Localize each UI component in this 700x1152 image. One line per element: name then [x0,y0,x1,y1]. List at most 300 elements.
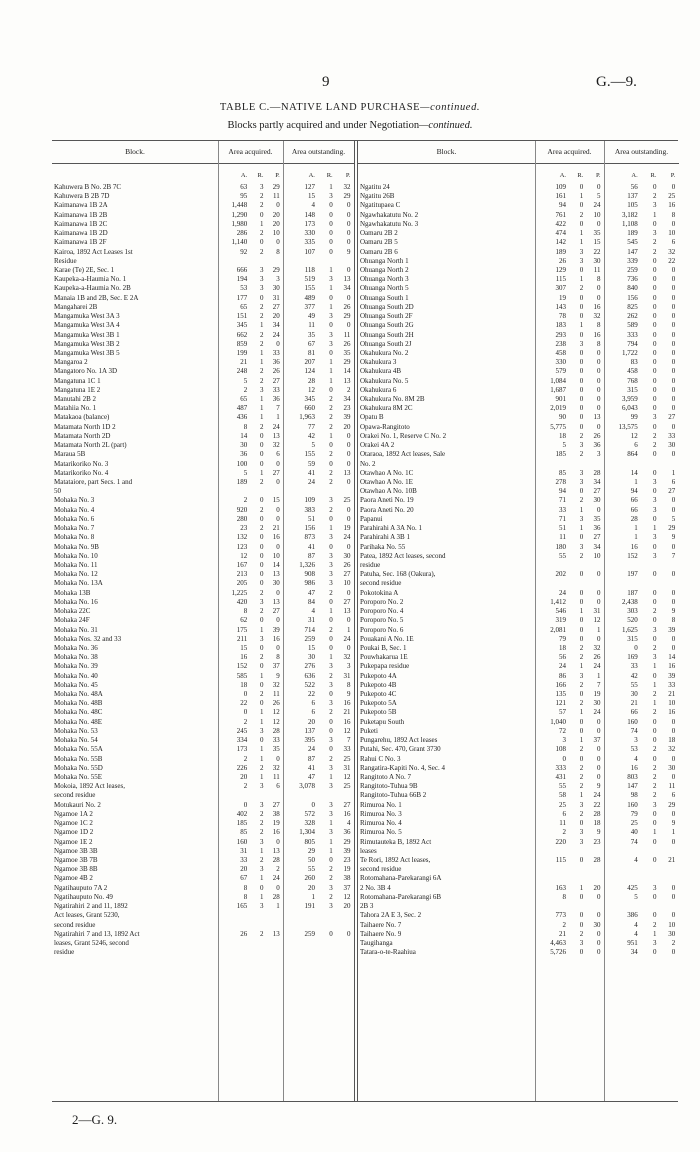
block-name-cell: 2 No. 3B 4 [360,883,391,892]
area-outstanding-cell: 27 [668,487,676,496]
area-acquired-cell: 2 [260,690,264,699]
area-acquired-cell: 90 [559,413,567,422]
table-row [358,432,679,441]
area-outstanding-cell: 39 [343,413,351,422]
area-acquired-cell: 0 [276,478,280,486]
area-outstanding-cell: 0 [671,376,676,385]
table-row [52,653,354,662]
area-outstanding-cell: 36 [343,828,351,837]
area-acquired-cell: 31 [240,846,248,855]
block-name-cell: Rimuroa No. 4 [360,819,402,828]
area-outstanding-cell: 28 [307,376,315,385]
area-outstanding-cell: 79 [630,809,638,818]
area-outstanding-cell: 13 [343,468,351,477]
block-name-cell: Pukepoto 4B [360,680,397,689]
area-acquired-cell: 0 [243,800,248,809]
area-outstanding-cell: 173 [304,219,315,228]
area-acquired-cell: 0 [579,348,584,357]
area-outstanding-cell: 303 [627,607,638,616]
block-name-cell: leases, Grant 5246, second [54,938,129,947]
block-name-cell: Oamaru 2B 5 [360,238,398,247]
area-outstanding-cell: 83 [630,358,638,367]
area-outstanding-cell: 0 [671,717,676,726]
area-outstanding-cell: 3 [653,551,657,560]
table-row [358,248,679,257]
area-acquired-cell: 205 [236,579,248,588]
block-name-cell: Rimutauteka B, 1892 Act [360,837,432,846]
block-name-cell: Matataiore, part Secs. 1 and [54,478,133,486]
block-name-cell: Ngamoe 1D 2 [54,828,94,837]
block-name-cell: Poroporo No. 4 [360,607,404,616]
area-outstanding-cell: 768 [627,376,638,385]
area-acquired-cell: 2 [260,929,264,938]
area-outstanding-cell: 951 [627,938,638,947]
table-row [358,386,679,395]
area-acquired-cell: 33 [272,385,280,394]
area-acquired-cell: 2 [260,763,264,772]
table-row [358,579,679,588]
area-outstanding-cell: 0 [671,183,676,191]
area-acquired-cell: 2 [260,505,264,514]
area-acquired-cell: 65 [240,302,248,311]
block-name-cell: Mangatoro No. 1A 3D [54,367,117,376]
area-outstanding-cell: 29 [668,800,676,809]
block-name-cell: Rimuroa No. 1 [360,800,402,809]
area-acquired-cell: 11 [273,773,280,781]
area-outstanding-cell: 27 [343,597,351,606]
area-acquired-cell: 53 [240,284,248,293]
area-outstanding-cell: 3 [653,201,657,210]
area-outstanding-cell: 2 [653,643,657,652]
area-acquired-cell: 8 [276,653,280,662]
area-outstanding-cell: 3 [329,763,333,772]
area-outstanding-cell: 0 [329,385,333,394]
area-outstanding-cell: 4 [311,201,315,210]
area-outstanding-cell: 37 [343,883,351,892]
area-acquired-cell: 13 [272,597,280,606]
area-acquired-cell: 245 [236,726,248,735]
area-acquired-cell: 5,775 [550,422,567,431]
block-name-cell: Te Rori, 1892 Act leases, [360,855,431,864]
area-acquired-cell: 0 [260,579,264,588]
block-name-cell: Kaimanawa 1B 2A [54,201,108,210]
table-row [358,838,679,847]
area-acquired-cell: 1 [260,846,264,855]
table-row [52,266,354,275]
table-subtitle-main: Blocks partly acquired and under Negotiation [227,120,420,131]
area-acquired-cell: 2 [260,367,264,376]
table-row [358,699,679,708]
table-row [52,506,354,515]
area-outstanding-cell: 0 [346,542,351,551]
area-outstanding-cell: 87 [307,754,315,763]
area-outstanding-cell: 1,722 [622,348,638,357]
area-outstanding-cell: 0 [329,441,333,450]
area-acquired-cell: 4,463 [550,938,567,947]
area-acquired-cell: 15 [272,496,280,505]
table-row [358,672,679,681]
area-outstanding-cell: 1,326 [299,560,315,569]
block-name-cell: Okahukura No. 5 [360,376,409,385]
area-acquired-cell: 2 [579,809,584,818]
area-outstanding-cell: 1 [671,468,676,477]
block-name-cell: Mangatuna 1E 2 [54,385,101,394]
area-outstanding-cell: 0 [653,358,657,367]
block-name-cell: Rotomahana-Parekarangi 6B [360,892,442,901]
area-outstanding-cell: 333 [627,330,638,339]
area-outstanding-cell: 2 [653,247,657,256]
block-name-cell: Rimuroa No. 3 [360,809,402,818]
table-row [358,708,679,717]
unit-label: R. [326,172,333,179]
area-outstanding-cell: 0 [671,450,676,459]
block-name-cell: Mohaka 22C [54,607,91,616]
area-outstanding-cell: 0 [671,219,676,228]
area-outstanding-cell: 0 [653,754,657,763]
area-acquired-cell: 8 [243,892,248,901]
area-acquired-cell: 0 [579,367,584,376]
area-outstanding-cell: 25 [668,192,676,201]
area-outstanding-cell: 1 [329,358,333,367]
area-acquired-cell: 3 [579,441,584,450]
table-row [358,856,679,865]
area-acquired-cell: 79 [559,634,567,643]
area-acquired-cell: 0 [579,634,584,643]
area-acquired-cell: 31 [593,607,601,616]
area-acquired-cell: 0 [260,542,264,551]
area-outstanding-cell: 9 [671,819,676,828]
area-outstanding-cell: 25 [343,496,351,505]
area-acquired-cell: 3 [597,450,601,459]
block-name-cell: Ngamoe 3B 8B [54,865,98,874]
area-outstanding-cell: 0 [346,929,351,938]
area-outstanding-cell: 16 [343,717,351,726]
area-outstanding-cell: 1 [329,819,333,828]
area-outstanding-cell: 3 [329,275,333,284]
area-acquired-cell: 2 [260,312,264,321]
area-outstanding-cell: 6 [311,708,315,717]
area-acquired-cell: 3 [579,468,584,477]
area-outstanding-cell: 0 [653,514,657,523]
block-name-cell: Rangitoto-Tuhua 66B 2 [360,791,427,800]
area-outstanding-cell: 1 [634,478,638,486]
area-acquired-cell: 1 [260,625,264,634]
area-acquired-cell: 56 [559,653,567,662]
area-outstanding-cell: 26 [343,302,351,311]
area-outstanding-cell: 0 [329,348,333,357]
area-acquired-cell: 2 [260,588,264,597]
table-row [52,367,354,376]
area-acquired-cell: 2 [243,385,248,394]
table-row [358,911,679,920]
area-acquired-cell: 26 [559,256,567,265]
block-name-cell: Mohaka No. 48E [54,717,103,726]
table-row [52,736,354,745]
area-acquired-cell: 1 [260,708,264,717]
unit-label: A. [631,172,638,179]
table-row [358,828,679,837]
area-acquired-cell: 3 [260,726,264,735]
area-acquired-cell: 11 [593,265,601,274]
area-outstanding-cell: 19 [343,524,351,533]
area-acquired-cell: 55 [559,782,567,791]
table-body [52,183,354,957]
area-acquired-cell: 8 [276,247,280,256]
area-outstanding-cell: 0 [346,238,351,247]
table-row [358,773,679,782]
table-row [358,727,679,736]
area-acquired-cell: 0 [579,312,584,321]
table-row [52,220,354,229]
block-name-cell: Ngatihauputo 7A 2 [54,883,108,892]
area-outstanding-cell: 30 [668,763,676,772]
block-name-cell: Paora Aneti No. 20 [360,505,414,514]
area-outstanding-cell: 160 [627,800,638,809]
table-row [358,921,679,930]
area-outstanding-cell: 0 [671,643,676,652]
area-acquired-cell: 3 [579,339,584,348]
table-row [52,257,354,266]
area-outstanding-cell: 105 [627,201,638,210]
block-name-cell: Pukepoto 5A [360,699,397,708]
area-acquired-cell: 0 [597,597,601,606]
area-outstanding-cell: 0 [329,855,333,864]
area-acquired-cell: 226 [236,763,248,772]
area-acquired-cell: 22 [593,247,601,256]
area-outstanding-cell: 8 [671,210,676,219]
area-acquired-cell: 24 [272,330,280,339]
area-acquired-cell: 0 [579,293,584,302]
area-acquired-cell: 2 [579,210,584,219]
table-row [52,552,354,561]
area-acquired-cell: 16 [272,533,280,542]
area-outstanding-cell: 11 [343,330,351,339]
area-acquired-cell: 0 [579,395,584,404]
area-outstanding-cell: 25 [343,754,351,763]
area-outstanding-cell: 3 [329,699,333,708]
area-acquired-cell: 1 [260,395,264,404]
table-row [52,727,354,736]
area-acquired-cell: 1 [579,791,584,800]
area-acquired-cell: 2 [260,201,264,210]
table-row [358,902,679,911]
area-acquired-cell: 0 [597,284,601,293]
area-outstanding-cell: 330 [304,229,315,238]
area-outstanding-cell: 0 [346,441,351,450]
area-acquired-cell: 2 [260,607,264,616]
area-outstanding-cell: 2 [329,625,333,634]
area-outstanding-cell: 259 [304,634,315,643]
area-acquired-cell: 0 [579,717,584,726]
table-row [358,884,679,893]
area-acquired-cell: 185 [236,819,248,828]
table-row [358,266,679,275]
area-outstanding-cell: 16 [630,763,638,772]
block-name-cell: Ohuanga North 1 [360,256,409,265]
area-acquired-cell: 0 [597,385,601,394]
area-acquired-cell: 27 [272,302,280,311]
area-acquired-cell: 2 [579,653,584,662]
area-acquired-cell: 58 [559,791,567,800]
area-acquired-cell: 34 [272,321,280,330]
area-outstanding-cell: 0 [671,634,676,643]
table-row [358,284,679,293]
area-outstanding-cell: 0 [653,726,657,735]
area-acquired-cell: 9 [597,828,601,837]
block-name-cell: Manutahi 2B 2 [54,395,96,404]
area-outstanding-cell: 3 [653,533,657,542]
area-outstanding-cell: 2 [329,413,333,422]
area-acquired-cell: 5,726 [550,948,567,957]
block-name-cell: Ohuanga North 2 [360,265,409,274]
area-outstanding-cell: 28 [630,514,638,523]
block-name-cell: Matarikoriko No. 3 [54,459,109,468]
area-acquired-cell: 19 [593,690,601,699]
block-name-cell: Mangaroa 2 [54,358,88,367]
area-acquired-cell: 6 [276,450,280,459]
area-acquired-cell: 0 [579,819,584,828]
area-acquired-column-header: Area acquired. [547,147,592,156]
area-acquired-cell: 213 [236,570,248,579]
area-acquired-cell: 0 [276,514,280,523]
area-outstanding-cell: 0 [329,643,333,652]
area-acquired-cell: 24 [593,662,601,671]
area-acquired-cell: 10 [593,551,601,560]
area-acquired-cell: 1 [579,321,584,330]
table-row [358,312,679,321]
table-row [52,810,354,819]
area-acquired-cell: 286 [236,229,248,238]
table-row [358,718,679,727]
table-row [358,847,679,856]
block-name-cell: Parahirahi A 3B 1 [360,533,410,542]
area-outstanding-cell: 40 [630,828,638,837]
area-outstanding-cell: 3 [653,883,657,892]
area-outstanding-cell: 3 [329,496,333,505]
area-outstanding-cell: 118 [304,265,315,274]
table-row [52,561,354,570]
block-name-cell: Mohaka No. 53 [54,726,98,735]
area-acquired-cell: 220 [555,837,567,846]
area-acquired-cell: 28 [593,809,601,818]
area-outstanding-cell: 10 [668,229,676,238]
unit-label: A. [559,172,567,179]
area-acquired-cell: 3 [260,284,264,293]
block-name-cell: Ngatirahiri 7 and 13, 1892 Act [54,929,140,938]
area-outstanding-cell: 27 [343,800,351,809]
area-acquired-cell: 24 [272,422,280,431]
area-outstanding-cell: 0 [329,929,333,938]
area-acquired-cell: 28 [272,892,280,901]
area-acquired-cell: 30 [593,496,601,505]
area-acquired-cell: 1,412 [550,597,567,606]
area-acquired-cell: 6 [276,782,280,791]
area-outstanding-cell: 0 [653,717,657,726]
block-name-cell: Rangitoto A No. 7 [360,773,411,781]
area-acquired-cell: 859 [236,339,248,348]
area-acquired-cell: 11 [559,533,567,542]
block-name-cell: Mohaka No. 55A [54,745,103,754]
area-outstanding-cell: 55 [630,680,638,689]
block-name-cell: Pukepapa residue [360,662,410,671]
area-acquired-cell: 2 [260,524,264,533]
area-outstanding-cell: 3 [653,478,657,486]
table-header-row [52,141,354,164]
area-acquired-cell: 0 [579,690,584,699]
area-acquired-cell: 8 [243,422,248,431]
area-acquired-cell: 0 [597,570,601,579]
area-outstanding-cell: 0 [346,293,351,302]
area-outstanding-cell: 873 [304,533,315,542]
area-acquired-cell: 3 [276,275,280,284]
area-acquired-cell: 1,980 [231,219,248,228]
area-acquired-cell: 13 [272,431,280,440]
table-row [52,616,354,625]
area-outstanding-cell: 2 [329,468,333,477]
area-acquired-cell: 173 [236,745,248,754]
area-acquired-cell: 3 [260,597,264,606]
table-left-half [52,141,355,1101]
area-outstanding-cell: 0 [671,892,676,901]
area-acquired-cell: 5 [597,192,601,201]
area-acquired-cell: 5 [562,441,567,450]
area-acquired-cell: 773 [555,911,567,920]
table-row [52,718,354,727]
area-outstanding-cell: 109 [304,496,315,505]
area-outstanding-cell: 0 [671,275,676,284]
block-name-cell: Mohaka No. 11 [54,560,98,569]
area-outstanding-cell: 714 [304,625,315,634]
area-acquired-cell: 32 [593,312,601,321]
area-outstanding-cell: 0 [671,395,676,404]
area-outstanding-cell: 42 [630,671,638,680]
area-acquired-cell: 0 [579,754,584,763]
block-name-cell: Oamaru 2B 6 [360,247,398,256]
table-row [358,275,679,284]
area-outstanding-cell: 1 [329,284,333,293]
block-name-cell: second residue [360,579,402,588]
area-outstanding-cell: 803 [627,773,638,781]
area-acquired-cell: 1 [579,192,584,201]
area-outstanding-cell: 0 [329,293,333,302]
area-acquired-cell: 1,140 [231,238,248,247]
table-row [52,395,354,404]
area-outstanding-cell: 1 [346,625,351,634]
table-row [358,801,679,810]
area-acquired-cell: 1 [260,468,264,477]
area-outstanding-cell: 137 [304,726,315,735]
area-outstanding-cell: 545 [627,238,638,247]
area-acquired-cell: 167 [236,560,248,569]
table-row [52,340,354,349]
area-acquired-cell: 30 [593,920,601,929]
block-name-cell: Pukepoto 4C [360,690,397,699]
area-acquired-cell: 94 [559,487,567,496]
unit-label: P. [670,172,676,179]
area-acquired-cell: 0 [579,183,584,191]
area-acquired-cell: 0 [260,736,264,745]
area-acquired-cell: 7 [276,404,280,413]
area-acquired-cell: 0 [276,459,280,468]
area-acquired-cell: 3 [260,837,264,846]
area-acquired-cell: 0 [597,395,601,404]
area-acquired-cell: 0 [276,238,280,247]
area-acquired-cell: 1,084 [550,376,567,385]
area-outstanding-cell: 20 [307,717,315,726]
area-acquired-cell: 15 [593,238,601,247]
area-outstanding-cell: 39 [343,846,351,855]
area-acquired-cell: 13 [593,413,601,422]
